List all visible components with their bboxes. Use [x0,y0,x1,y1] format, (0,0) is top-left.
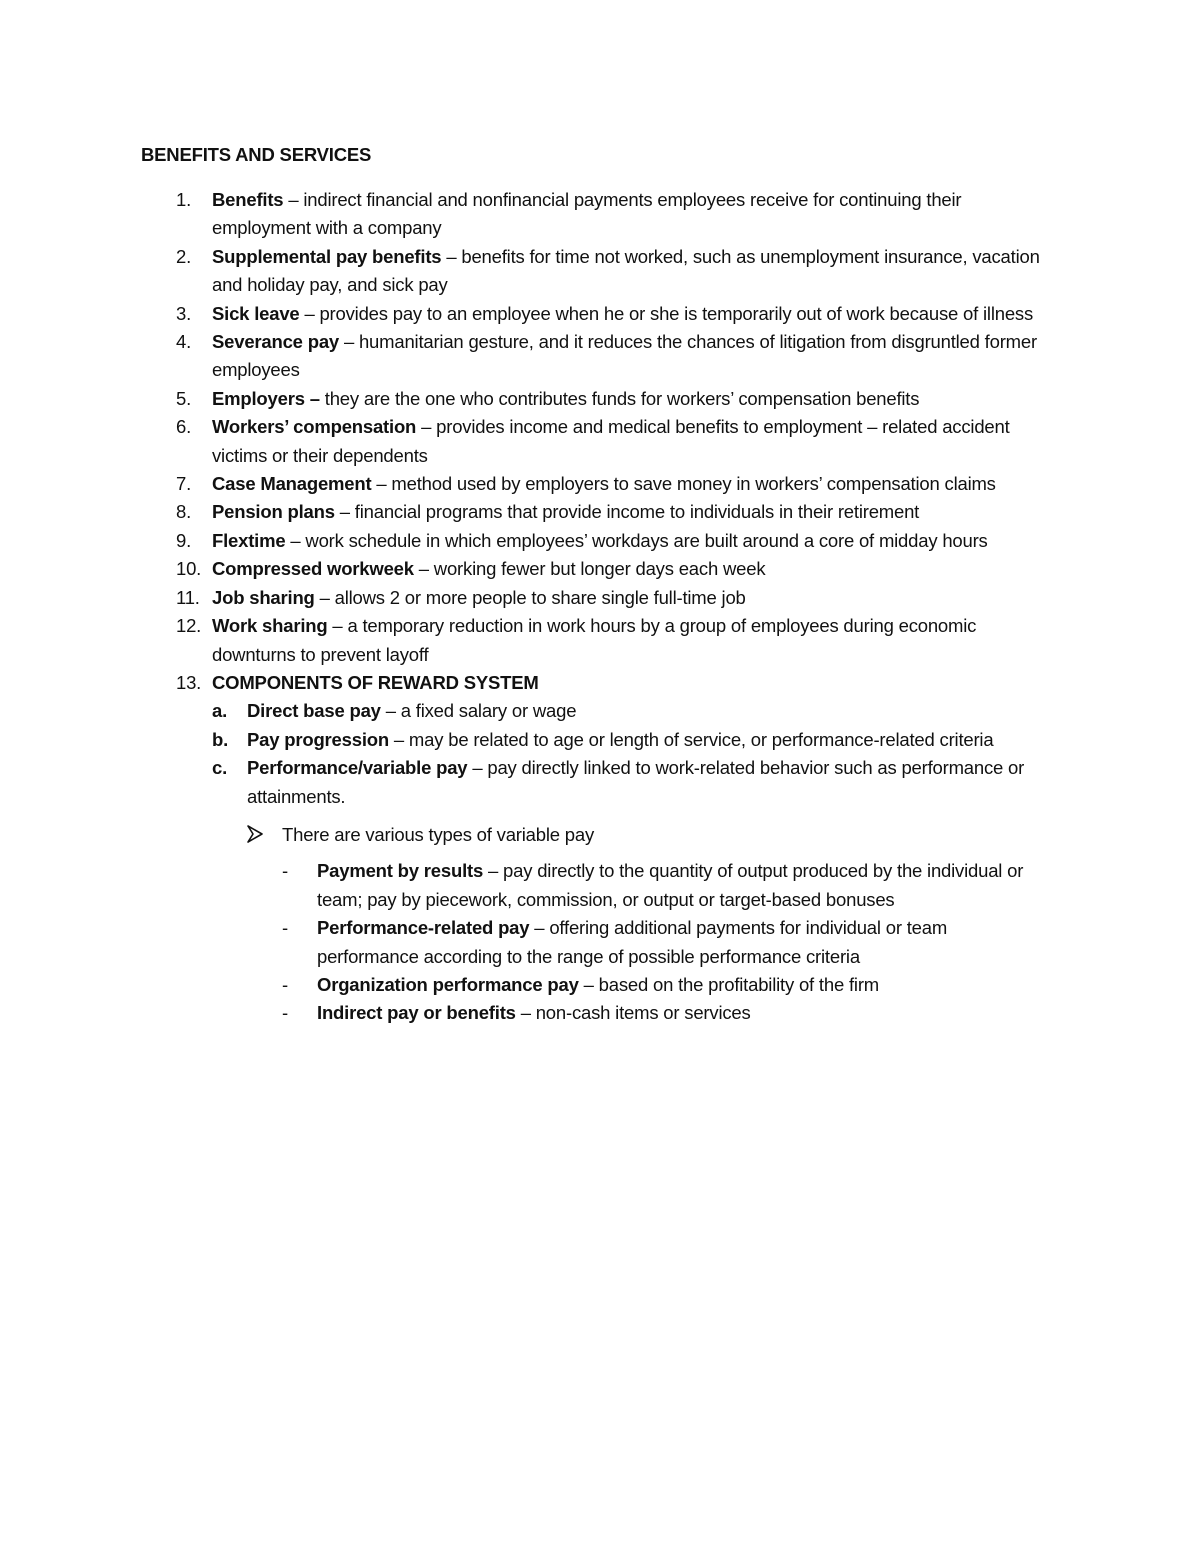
item-description: – provides income and medical benefits to employment – related accident victims or their dependents [212,416,1010,466]
reward-components-list [212,697,1062,811]
item-description: – work schedule in which employees’ workdays are built around a core of midday hours [285,529,988,551]
page-title: BENEFITS AND SERVICES [141,144,372,165]
list-item [0,527,1062,555]
variable-pay-description: – offering additional payments for individual or team performance according to the range of possible performance criteria [317,917,948,967]
benefits-list [0,186,1200,1028]
list-item-reward-system [0,669,1062,1028]
item-term: Employers – [212,387,320,409]
item-term: Sick leave [212,302,300,324]
dash-marker: - [282,1002,288,1024]
item-number: 3. [176,302,192,324]
variable-pay-term: Indirect pay or benefits [317,1002,516,1024]
item-description: – working fewer but longer days each week [413,558,766,580]
arrowhead-bullet-icon [246,825,264,843]
item-term: Supplemental pay benefits [212,245,442,267]
component-term: Direct base pay [247,700,381,722]
component-item [212,754,1037,811]
item-number: 4. [176,331,192,353]
list-item [0,243,1062,300]
variable-pay-term: Performance-related pay [317,917,530,939]
item-description: – humanitarian gesture, and it reduces the chances of litigation from disgruntled former employees [212,331,1037,381]
item-term: Compressed workweek [212,558,414,580]
variable-pay-types-list [282,857,1062,1027]
item-term: Severance pay [212,331,339,353]
variable-pay-item [282,971,1037,999]
item-number: 9. [176,529,192,551]
component-description: – pay directly linked to work-related behavior such as performance or attainments. [247,757,1025,807]
item-description: – financial programs that provide income to individuals in their retirement [334,501,920,523]
item-number: 5. [176,387,192,409]
item-number: 10. [176,558,202,580]
item-number: 2. [176,245,192,267]
list-item [0,328,1062,385]
item-number: 13. [176,671,202,693]
item-term: Work sharing [212,615,328,637]
variable-pay-item [282,857,1037,914]
list-item [0,186,1062,243]
item-term: Flextime [212,529,286,551]
dash-marker: - [282,973,288,995]
variable-pay-description: – based on the profitability of the firm [578,973,879,995]
item-description: – benefits for time not worked, such as unemployment insurance, vacation and holiday pay, and sick pay [212,245,1040,296]
variable-pay-intro [282,821,1062,849]
item-term: Case Management [212,473,372,495]
list-item [0,498,1062,526]
dash-marker: - [282,860,288,882]
list-item [0,470,1062,498]
component-letter: a. [212,700,228,722]
list-item [0,612,1062,669]
item-term: Pension plans [212,501,335,523]
variable-pay-intro-text: There are various types of variable pay [282,823,595,845]
component-description: – a fixed salary or wage [380,700,577,722]
reward-heading: COMPONENTS OF REWARD SYSTEM [212,671,539,693]
item-term: Benefits [212,189,284,210]
variable-pay-item [282,999,1037,1027]
item-number: 6. [176,416,192,438]
variable-pay-description: – non-cash items or services [515,1002,751,1024]
variable-pay-description: – pay directly to the quantity of output produced by the individual or team; pay by piecework, commission, or output or target-based bonuses [317,860,1024,910]
item-description: they are the one who contributes funds for workers’ compensation benefits [319,387,920,409]
item-number: 11. [176,586,200,608]
component-item [212,726,1037,754]
variable-pay-item [282,914,1037,971]
component-letter: c. [212,757,228,779]
component-item [212,697,1037,725]
list-item [0,584,1062,612]
item-description: – method used by employers to save money in workers’ compensation claims [371,473,996,495]
item-number: 7. [176,473,192,495]
item-number: 8. [176,501,192,523]
variable-pay-section [212,821,1062,1028]
item-term: Job sharing [212,586,315,608]
variable-pay-term: Payment by results [317,860,484,882]
item-number: 12. [176,615,202,637]
list-item [0,413,1062,470]
item-description: – a temporary reduction in work hours by a group of employees during economic downturns to prevent layoff [212,615,977,665]
item-description: – indirect financial and nonfinancial payments employees receive for continuing their employment with a company [212,189,962,239]
component-description: – may be related to age or length of service, or performance-related criteria [388,728,994,750]
list-item [0,555,1062,583]
item-description: – allows 2 or more people to share single full-time job [314,586,746,608]
list-item [0,385,1062,413]
dash-marker: - [282,917,288,939]
item-description: – provides pay to an employee when he or she is temporarily out of work because of illness [299,302,1034,324]
component-letter: b. [212,728,229,750]
item-number: 1. [176,189,192,210]
variable-pay-term: Organization performance pay [317,973,579,995]
component-term: Performance/variable pay [247,757,468,779]
list-item [0,300,1062,328]
item-term: Workers’ compensation [212,416,417,438]
component-term: Pay progression [247,728,389,750]
